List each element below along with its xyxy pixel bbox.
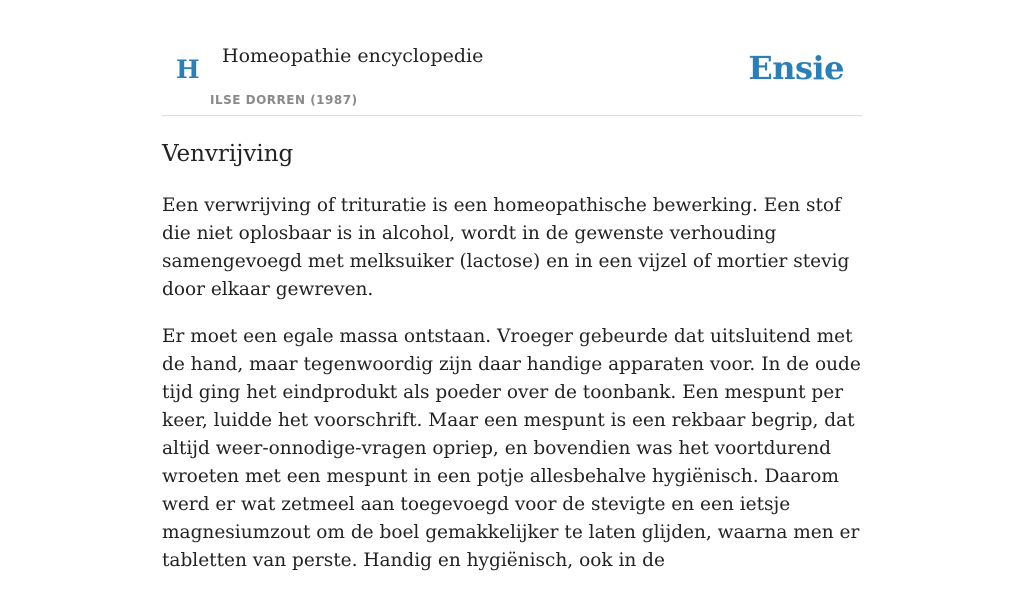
- page-header: [162, 0, 862, 116]
- article-title: Venvrijving: [162, 141, 294, 167]
- article-paragraph: Er moet een egale massa ontstaan. Vroeger gebeurde dat uitsluitend met de hand, maar tegenwoordig zijn daar handige apparaten voor. In de oude tijd ging het eindprodukt als poeder over de toonbank. Een mespunt per keer, luidde het voorschrift. Maar een mespunt is een rekbaar begrip, dat altijd weer-onnodige-vragen opriep, en bovendien was het voortdurend wroeten met een mespunt in een potje allesbehalve hygiënisch. Daarom werd er wat zetmeel aan toegevoegd voor de stevigte en een ietsje magnesiumzout om de boel gemakkelijker te laten glijden, waarna men er tabletten van perste. Handig en hygiënisch, ook in de: [162, 326, 861, 571]
- book-author: ILSE DORREN (1987): [210, 93, 358, 107]
- brand-logo[interactable]: Ensie: [748, 49, 844, 87]
- book-letter-icon[interactable]: H: [176, 55, 200, 84]
- book-title-link[interactable]: Homeopathie encyclopedie: [222, 45, 484, 67]
- article: [162, 138, 862, 594]
- article-paragraph: Een verwrijving of trituratie is een homeopathische bewerking. Een stof die niet oplosbaar is in alcohol, wordt in de gewenste verhouding samengevoegd met melksuiker (lactose) en in een vijzel of mortier stevig door elkaar gewreven.: [162, 195, 850, 300]
